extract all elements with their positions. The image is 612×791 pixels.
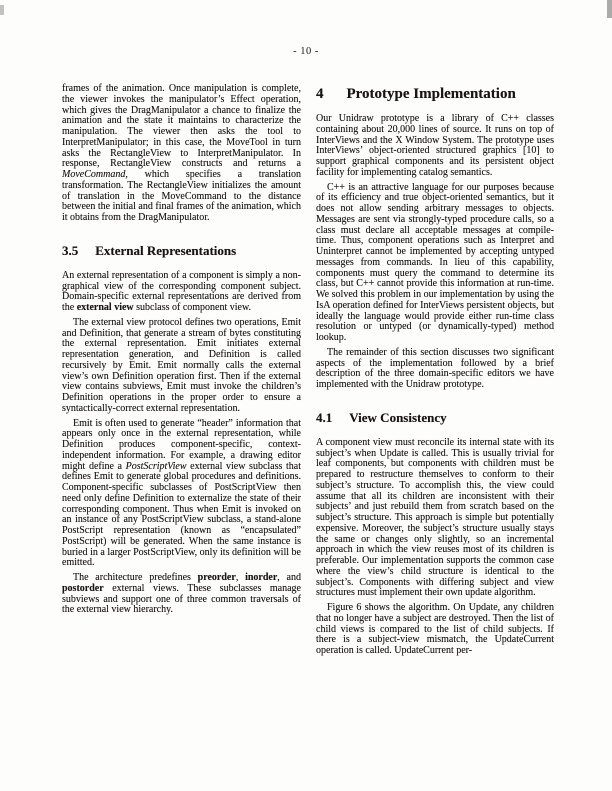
page-number: - 10 - (293, 46, 319, 57)
scan-edge-artifact-top-left (0, 5, 4, 15)
paragraph-external-view-protocol: The external view protocol defines two operations, Emit and Definition, that generate a stream of bytes constituting the external representation. Emit initiates external representation generation, and Definition is called recursively by Emit. Emit normally calls the external view’s own Definition operation first. Then if the external view contains subviews, Emit must invoke the children’s Definition operations in the proper order to ensure a syntactically-correct external representation. (62, 316, 301, 414)
section-heading-4-1 (316, 411, 554, 425)
paragraph-cpp-language: C++ is an attractive language for our purposes because of its efficiency and true object-oriented semantics, but it does not allow sending arbitrary messages to objects. Messages are sent via strongly-typed procedure calls, so a class must declare all acceptable messages at compile-time. Thus, component operations such as Interpret and Uninterpret cannot be implemented by accepting untyped messages from commands. In lieu of this capability, components must query the command to determine its class, but C++ cannot provide this information at run-time. We solved this problem in our implementation by using the IsA operation defined for InterViews persistent objects, but ideally the language would provide either run-time class resolution or untyped (or dynamically-typed) method lookup. (316, 181, 554, 343)
right-column (316, 84, 554, 661)
section-title: View Consistency (349, 409, 447, 425)
scan-edge-artifact-top-right (607, 0, 612, 18)
paragraph-emit-header: Emit is often used to generate “header” information that appears only once in the external representation, while Definition produces component-specific, context-independent information. For example, a drawing editor might define a PostScriptView external view subclass that defines Emit to generate global procedures and definitions. Component-specific subclasses of PostScriptView then need only define Definition to externalize the state of their corresponding component. Thus when Emit is invoked on an instance of any PostScriptView subclass, a stand-alone PostScript representation (known as “encapsulated” PostScript) will be generated. When the same instance is buried in a larger PostScriptView, only its definition will be emitted. (62, 417, 301, 569)
section-number: 4 (316, 86, 324, 102)
paragraph-figure6-algorithm: Figure 6 shows the algorithm. On Update, any children that no longer have a subject are destroyed. Then the list of child views is compared to the list of child subjects. If there is a subject-view mismatch, the UpdateCurrent operation is called. UpdateCurrent per- (316, 602, 554, 656)
paragraph-external-representation: An external representation of a component is simply a non-graphical view of the corresponding component subject. Domain-specific external representations are derived from the external view subclass of component view. (62, 269, 301, 313)
section-title: External Representations (95, 242, 237, 258)
paragraph-view-consistency: A component view must reconcile its internal state with its subject’s when Update is called. This is usually trivial for leaf components, but components with children must be prepared to restructure themselves to conform to their subject’s structure. To accomplish this, the view could assume that all its children are inconsistent with their subjects’ and just rebuild them from scratch based on the subject’s structure. This approach is simple but potentially expensive. Moreover, the subject’s structure usually stays the same or changes only slightly, so an incremental approach in which the view reuses most of its children is preferable. Our implementation supports the common case where the view’s child structure is identical to the subject’s. Components with differing subject and view structures must implement their own update algorithm. (316, 436, 554, 599)
section-heading-4 (316, 86, 554, 102)
left-column (62, 84, 301, 620)
section-title: Prototype Implementation (346, 86, 516, 102)
section-heading-3-5 (62, 244, 301, 258)
paragraph-manipulation-continuation: frames of the animation. Once manipulation is complete, the viewer invokes the manipulator’s Effect operation, which gives the DragManipulator a chance to finalize the animation and the state it maintains to characterize the manipulation. The viewer then asks the tool to InterpretManipulator; in this case, the MoveTool in turn asks the RectangleView to InterpretManipulator. In response, RectangleView constructs and returns a MoveCommand, which specifies a translation transformation. The RectangleView initializes the amount of translation in the MoveCommand to the distance between the initial and final frames of the animation, which it obtains from the DragManipulator. (62, 83, 301, 223)
section-number: 3.5 (62, 242, 79, 258)
paragraph-traversals: The architecture predefines preorder, inorder, and postorder external views. These subclasses manage subviews and support one of three common traversals of the external view hierarchy. (62, 572, 301, 616)
paragraph-unidraw-prototype: Our Unidraw prototype is a library of C++ classes containing about 20,000 lines of source. It runs on top of InterViews and the X Window System. The prototype uses InterViews’ object-oriented structured graphics [10] to support graphical components and its persistent object facility for implementing catalog semantics. (316, 113, 554, 178)
section-number: 4.1 (316, 409, 333, 425)
paragraph-section-remainder: The remainder of this section discusses two significant aspects of the implementation followed by a brief description of the three domain-specific editors we have implemented with the Unidraw prototype. (316, 346, 554, 390)
